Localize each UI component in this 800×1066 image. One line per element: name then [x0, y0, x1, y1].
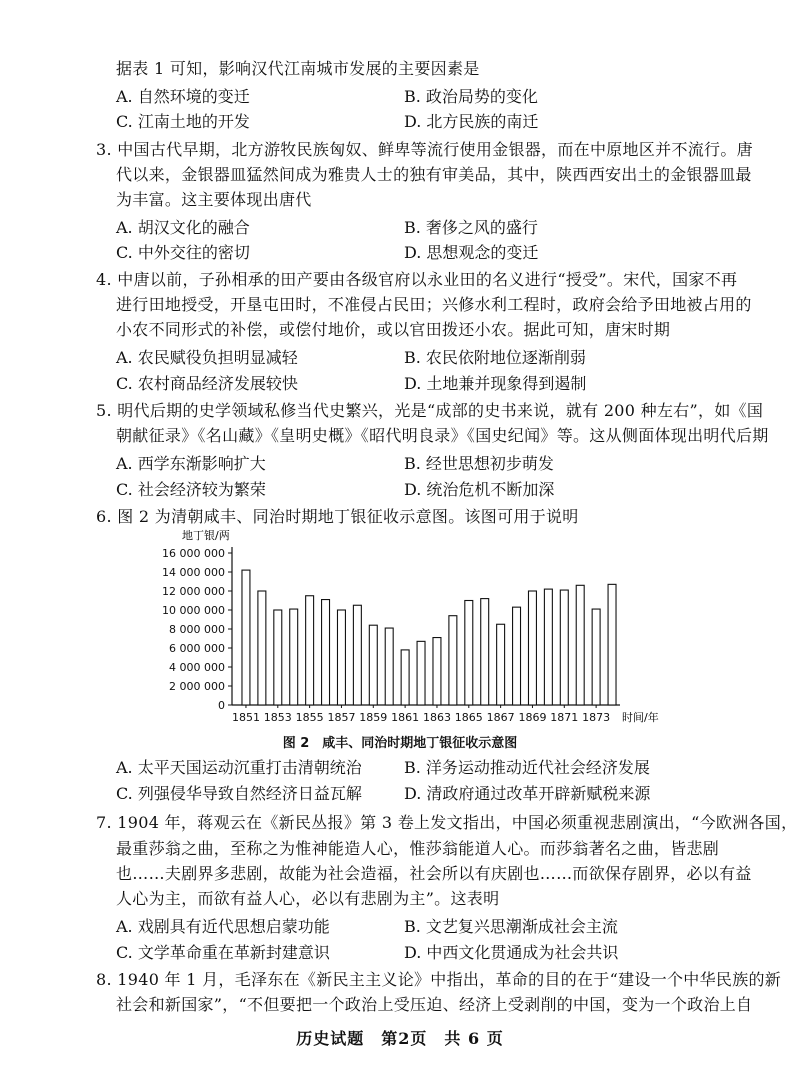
q8-stem-line-1: 8. 1940 年 1 月，毛泽东在《新民主主义论》中指出，革命的目的在于“建设一个中华民族的新 [96, 970, 782, 989]
chart-bar-1867 [497, 624, 505, 705]
q7-stem-line-3: 也……夫剧界多悲剧，故能为社会造福，社会所以有庆剧也……而欲保存剧界，必以有益 [116, 864, 752, 883]
chart-y-tick-label: 0 [218, 699, 225, 712]
chart-x-tick-label: 1855 [295, 711, 324, 724]
chart-y-tick-label: 6 000 000 [169, 642, 225, 655]
q3-stem-line-2: 代以来，金银器皿猛然间成为雅贵人士的独有审美品，其中，陕西西安出土的金银器皿最 [116, 165, 752, 184]
chart-bar-1858 [353, 605, 361, 705]
chart-bar-1865 [465, 601, 473, 706]
q5-option-b: B. 经世思想初步萌发 [404, 454, 554, 473]
q2-option-c: C. 江南土地的开发 [116, 112, 250, 131]
q4-option-b: B. 农民依附地位逐渐削弱 [404, 348, 586, 367]
chart-bar-1872 [576, 585, 584, 705]
chart-bar-1856 [322, 600, 330, 705]
chart-bar-1852 [258, 591, 266, 705]
q6-option-d: D. 清政府通过改革开辟新赋税来源 [404, 784, 651, 803]
chart-bar-1868 [513, 607, 521, 705]
q5-option-c: C. 社会经济较为繁荣 [116, 480, 266, 499]
chart-y-tick-label: 2 000 000 [169, 680, 225, 693]
chart-x-tick-label: 1869 [518, 711, 547, 724]
q2-option-a: A. 自然环境的变迁 [116, 87, 250, 106]
chart-bar-1862 [417, 641, 425, 705]
q6-option-b: B. 洋务运动推动近代社会经济发展 [404, 758, 650, 777]
chart-bar-1871 [560, 590, 568, 705]
chart-bar-1873 [592, 609, 600, 705]
land-tax-chart [150, 525, 670, 735]
chart-bar-1853 [274, 610, 282, 705]
chart-x-tick-label: 1863 [422, 711, 451, 724]
chart-bars [242, 570, 616, 705]
q5-option-d: D. 统治危机不断加深 [404, 480, 555, 499]
chart-x-tick-label: 1871 [550, 711, 579, 724]
chart-y-tick-label: 16 000 000 [162, 547, 225, 560]
q7-stem-line-2: 最重莎翁之曲，至称之为惟神能造人心，惟莎翁能道人心。而莎翁著名之曲，皆悲剧 [116, 839, 720, 858]
q4-option-a: A. 农民赋役负担明显减轻 [116, 348, 298, 367]
q4-stem-line-2: 进行田地授受，开垦屯田时，不准侵占民田；兴修水利工程时，政府会给予田地被占用的 [116, 295, 752, 314]
q3-option-c: C. 中外交往的密切 [116, 243, 250, 262]
q3-option-b: B. 奢侈之风的盛行 [404, 218, 538, 237]
q7-option-b: B. 文艺复兴思潮渐成社会主流 [404, 917, 618, 936]
q4-option-d: D. 土地兼并现象得到遏制 [404, 374, 587, 393]
chart-x-tick-label: 1859 [359, 711, 388, 724]
q3-stem-line-3: 为丰富。这主要体现出唐代 [116, 190, 312, 209]
chart-x-tick-label: 1861 [391, 711, 420, 724]
chart-bar-1860 [385, 628, 393, 705]
chart-y-tick-label: 12 000 000 [162, 585, 225, 598]
chart-bar-1870 [544, 589, 552, 705]
q4-stem-line-3: 小农不同形式的补偿，或偿付地价，或以官田拨还小农。据此可知，唐宋时期 [116, 320, 671, 339]
q3-option-a: A. 胡汉文化的融合 [116, 218, 250, 237]
q4-option-c: C. 农村商品经济发展较快 [116, 374, 298, 393]
q2-option-d: D. 北方民族的南迁 [404, 112, 539, 131]
chart-bar-1874 [608, 584, 616, 705]
q7-option-c: C. 文学革命重在革新封建意识 [116, 943, 330, 962]
q5-option-a: A. 西学东渐影响扩大 [116, 454, 266, 473]
q6-stem-line-1: 6. 图 2 为清朝咸丰、同治时期地丁银征收示意图。该图可用于说明 [96, 507, 579, 526]
chart-bar-1855 [306, 596, 314, 705]
q3-option-d: D. 思想观念的变迁 [404, 243, 539, 262]
chart-bar-1861 [401, 650, 409, 705]
chart-bar-1857 [337, 610, 345, 705]
chart-bar-1869 [528, 591, 536, 705]
chart-y-tick-label: 4 000 000 [169, 661, 225, 674]
q6-option-c: C. 列强侵华导致自然经济日益瓦解 [116, 784, 362, 803]
chart-bar-1854 [290, 609, 298, 705]
q6-option-a: A. 太平天国运动沉重打击清朝统治 [116, 758, 362, 777]
chart-bar-1859 [369, 625, 377, 705]
chart-x-tick-label: 1851 [231, 711, 260, 724]
q5-stem-line-2: 朝献征录》《名山藏》《皇明史概》《昭代明良录》《国史纪闻》等。这从侧面体现出明代后期 [116, 426, 769, 445]
chart-y-tick-label: 8 000 000 [169, 623, 225, 636]
chart-caption: 图 2 咸丰、同治时期地丁银征收示意图 [282, 736, 518, 751]
chart-x-axis-label: 时间/年 [622, 711, 659, 724]
chart-y-tick-label: 14 000 000 [162, 566, 225, 579]
chart-y-tick-label: 10 000 000 [162, 604, 225, 617]
chart-x-tick-label: 1873 [582, 711, 611, 724]
q4-stem-line-1: 4. 中唐以前，子孙相承的田产要由各级官府以永业田的名义进行“授受”。宋代，国家不再 [96, 270, 738, 289]
q2-stem: 据表 1 可知，影响汉代江南城市发展的主要因素是 [116, 59, 480, 78]
chart-x-tick-label: 1865 [454, 711, 483, 724]
chart-y-axis-label: 地丁银/两 [182, 529, 230, 542]
chart-x-tick-label: 1857 [327, 711, 356, 724]
chart-bar-1866 [481, 599, 489, 705]
q5-stem-line-1: 5. 明代后期的史学领域私修当代史繁兴，光是“成部的史书来说，就有 200 种左右”，如《国 [96, 401, 764, 420]
q2-option-b: B. 政治局势的变化 [404, 87, 538, 106]
chart-x-tick-label: 1867 [486, 711, 515, 724]
chart-bar-1863 [433, 638, 441, 705]
chart-bar-1864 [449, 616, 457, 705]
q7-option-a: A. 戏剧具有近代思想启蒙功能 [116, 917, 330, 936]
chart-x-tick-label: 1853 [263, 711, 292, 724]
q7-option-d: D. 中西文化贯通成为社会共识 [404, 943, 619, 962]
q8-stem-line-2: 社会和新国家”，“不但要把一个政治上受压迫、经济上受剥削的中国，变为一个政治上自 [116, 995, 753, 1014]
land-tax-chart-svg [150, 525, 670, 735]
q7-stem-line-4: 人心为主，而欲有益人心，必以有悲剧为主”。这表明 [116, 889, 500, 908]
q3-stem-line-1: 3. 中国古代早期，北方游牧民族匈奴、鲜卑等流行使用金银器，而在中原地区并不流行。唐 [96, 140, 753, 159]
chart-bar-1851 [242, 570, 250, 705]
page-footer: 历史试题 第2页 共 6 页 [296, 1029, 504, 1048]
q7-stem-line-1: 7. 1904 年，蒋观云在《新民丛报》第 3 卷上发文指出，中国必须重视悲剧演出，“今欧洲各国， [96, 813, 798, 832]
